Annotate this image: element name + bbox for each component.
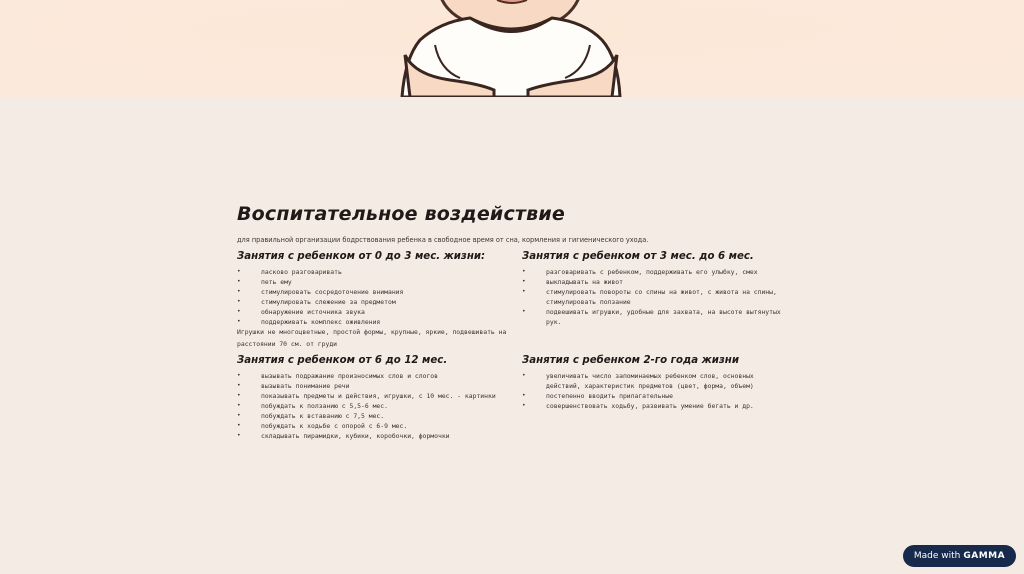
list-item: • обнаружение источника звука — [237, 307, 507, 317]
list-item: • вызывать подражание произносимых слов и слогов — [237, 371, 507, 381]
list-item: • выкладывать на живот — [522, 277, 792, 287]
list-item: • увеличивать число запоминаемых ребенком слов, основных действий, характеристик предметов (цвет, форма, объем) — [522, 371, 792, 391]
activity-list — [237, 371, 507, 441]
baby-illustration — [0, 0, 1024, 97]
activity-list — [522, 371, 792, 411]
main-content — [237, 203, 797, 440]
section-heading: Занятия с ребенком от 6 до 12 мес. — [237, 355, 448, 366]
list-item: • побуждать к ходьбе с опорой с 6-9 мес. — [237, 421, 507, 431]
toy-note: Игрушки не многоцветные, простой формы, крупные, яркие, подвешивать на расстоянии 70 см. от груди — [237, 328, 507, 348]
activity-list — [237, 267, 507, 327]
section-6-12-months — [237, 355, 507, 441]
list-item: • разговаривать с ребенком, поддерживать его улыбку, смех — [522, 267, 792, 277]
list-item: • стимулировать сосредоточение внимания — [237, 287, 507, 297]
section-3-6-months — [522, 251, 792, 327]
list-item: • совершенствовать ходьбу, развивать умение бегать и др. — [522, 401, 792, 411]
list-item: • побуждать к вставанию с 7,5 мес. — [237, 411, 507, 421]
activity-list — [522, 267, 792, 327]
made-with-gamma-badge[interactable] — [903, 545, 1016, 567]
section-second-year — [522, 355, 792, 411]
list-item: • ласково разговаривать — [237, 267, 507, 277]
page-subtitle: для правильной организации бодрствования ребенка в свободное время от сна, кормления и гигиенического ухода. — [237, 236, 649, 244]
list-item: • петь ему — [237, 277, 507, 287]
list-item: • складывать пирамидки, кубики, коробочки, формочки — [237, 431, 507, 441]
list-item: • подвешивать игрушки, удобные для захвата, на высоте вытянутых рук. — [522, 307, 792, 327]
section-heading: Занятия с ребенком от 0 до 3 мес. жизни: — [237, 251, 486, 262]
list-item: • вызывать понимание речи — [237, 381, 507, 391]
gamma-logo: GAMMA — [963, 551, 1006, 561]
list-item: • поддерживать комплекс оживления — [237, 317, 507, 327]
section-heading: Занятия с ребенком от 3 мес. до 6 мес. — [522, 251, 754, 262]
list-item: • показывать предметы и действия, игрушки, с 10 мес. - картинки — [237, 391, 507, 401]
hero-illustration — [0, 0, 1024, 97]
badge-prefix: Made with — [913, 551, 961, 561]
section-heading: Занятия с ребенком 2-го года жизни — [522, 355, 739, 366]
list-item: • постепенно вводить прилагательные — [522, 391, 792, 401]
page-title: Воспитательное воздействие — [237, 203, 565, 225]
list-item: • стимулировать повороты со спины на живот, с живота на спины, стимулировать ползание — [522, 287, 792, 307]
list-item: • стимулировать слежение за предметом — [237, 297, 507, 307]
list-item: • побуждать к ползанию с 5,5-6 мес. — [237, 401, 507, 411]
section-0-3-months — [237, 251, 507, 350]
